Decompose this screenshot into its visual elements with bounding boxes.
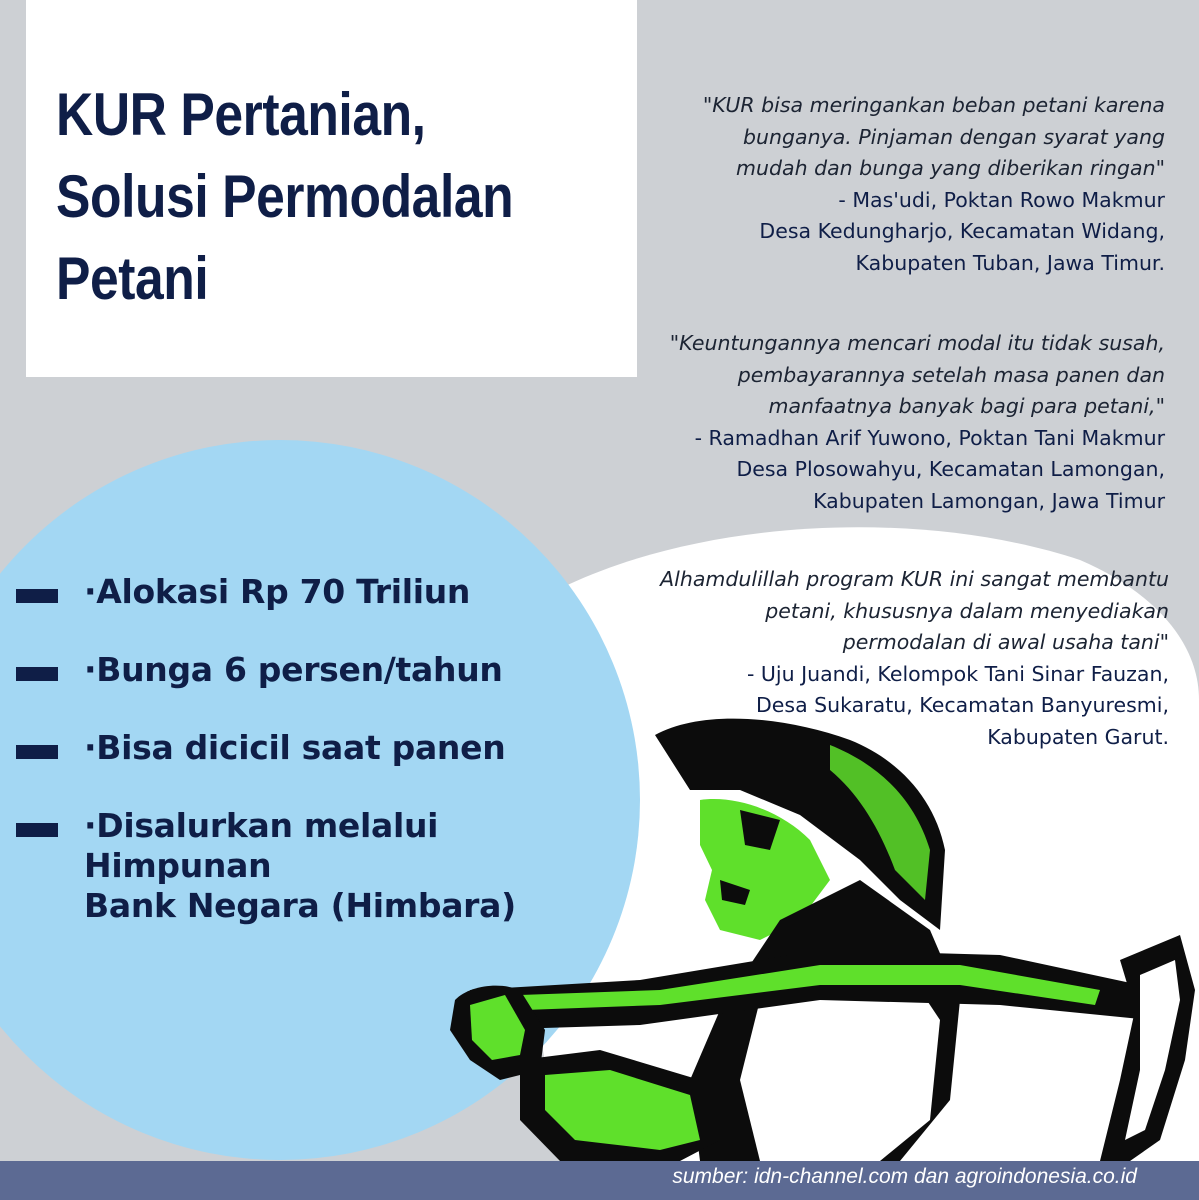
testimonial-quote-1	[703, 90, 1165, 279]
point-text: ·Bunga 6 persen/tahun	[84, 650, 503, 689]
bullet-bar-icon	[16, 823, 58, 837]
list-item	[0, 650, 620, 690]
footer-bar	[0, 1161, 1199, 1200]
quote-text: "Keuntungannya mencari modal itu tidak susah, pembayarannya setelah masa panen dan manfaatnya banyak bagi para petani,"	[669, 331, 1165, 418]
testimonial-quote-3	[660, 564, 1169, 753]
quote-attribution: - Uju Juandi, Kelompok Tani Sinar Fauzan, Desa Sukaratu, Kecamatan Banyuresmi, Kabupaten Garut.	[746, 661, 1169, 749]
quote-text: Alhamdulillah program KUR ini sangat membantu petani, khususnya dalam menyediakan permodalan di awal usaha tani"	[660, 567, 1169, 654]
quote-attribution: - Ramadhan Arif Yuwono, Poktan Tani Makmur Desa Plosowahyu, Kecamatan Lamongan, Kabupaten Lamongan, Jawa Timur	[694, 425, 1165, 513]
point-text: ·Bisa dicicil saat panen	[84, 728, 506, 767]
source-credit: sumber: idn-channel.com dan agroindonesia.co.id	[672, 1165, 1137, 1188]
title-box	[26, 0, 637, 377]
bullet-bar-icon	[16, 667, 58, 681]
key-points-list	[0, 572, 620, 964]
list-item	[0, 728, 620, 768]
page-title: KUR Pertanian, Solusi Permodalan Petani	[56, 81, 514, 312]
testimonial-quote-2	[670, 328, 1165, 517]
list-item	[0, 572, 620, 612]
quote-attribution: - Mas'udi, Poktan Rowo Makmur Desa Kedungharjo, Kecamatan Widang, Kabupaten Tuban, Jawa Timur.	[759, 187, 1165, 275]
point-text: ·Disalurkan melalui Himpunan Bank Negara (Himbara)	[84, 806, 516, 925]
bullet-bar-icon	[16, 589, 58, 603]
quote-text: "KUR bisa meringankan beban petani karena bunganya. Pinjaman dengan syarat yang mudah dan bunga yang diberikan ringan"	[702, 93, 1165, 180]
bullet-bar-icon	[16, 745, 58, 759]
list-item	[0, 806, 620, 926]
point-text: ·Alokasi Rp 70 Triliun	[84, 572, 471, 611]
